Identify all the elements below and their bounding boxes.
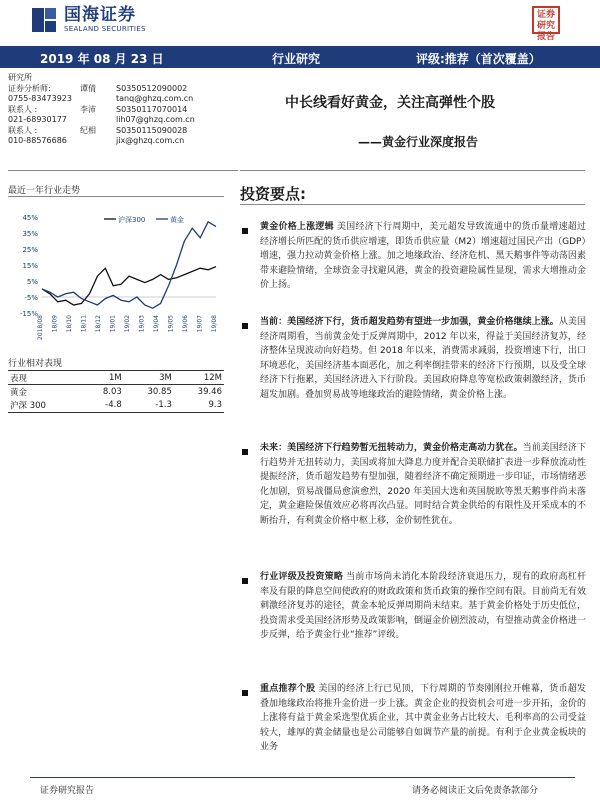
bullet-icon bbox=[242, 578, 248, 584]
analyst-field: 纪相 bbox=[80, 125, 96, 135]
info-bar bbox=[0, 46, 600, 68]
trend-chart bbox=[8, 205, 224, 340]
analyst-field: 0755-83473923 bbox=[8, 94, 72, 103]
table-cell: -1.3 bbox=[155, 400, 172, 411]
chart-section-label: 最近一年行业走势 bbox=[8, 186, 81, 196]
table-cell: 沪深 300 bbox=[10, 401, 46, 412]
logo-cn-text: 国海证券 bbox=[64, 5, 136, 25]
x-tick-label: 19/01 bbox=[109, 315, 117, 333]
analyst-field bbox=[80, 73, 116, 84]
analyst-field: 021-68930177 bbox=[8, 115, 67, 124]
logo-en-text: SEALAND SECURITIES bbox=[64, 25, 146, 33]
table-cell: 9.3 bbox=[208, 400, 222, 411]
x-tick-label: 18/09 bbox=[51, 315, 59, 333]
y-tick-label: 25% bbox=[22, 246, 38, 254]
table-row bbox=[8, 399, 224, 413]
analyst-field: 谭倩 bbox=[80, 83, 96, 93]
bullet-icon bbox=[242, 323, 248, 329]
divider bbox=[8, 196, 224, 197]
footer-disclaimer: 请务必阅读正文后免责条款部分 bbox=[412, 786, 539, 796]
y-tick-label: -5% bbox=[24, 294, 38, 302]
report-rating: 评级:推荐（首次覆盖） bbox=[416, 52, 541, 66]
paragraph: 当前：美国经济下行，货币超发趋势有望进一步加强，黄金价格继续上涨。从美国经济周期看，当前黄金处于反弹周期中，2012 年以来，得益于美国经济复苏，经济整体呈现波动向好趋势。但 2018 年以来，消费需求减弱，投资增速下行，出口环境恶化，美国经济基本面恶化，加之利率倒挂带来的经济下行预期，以及受全球经济下行拖累，美国经济进入下行阶段。美国政府降息等宽松政策刺激经济，货币超发加剧。叠加贸易战等地缘政治的避险情绪，黄金价格上涨。 bbox=[260, 317, 586, 400]
bullet-icon bbox=[242, 228, 248, 234]
table-cell: 39.46 bbox=[197, 386, 222, 397]
footer-left-text: 证券研究报告 bbox=[40, 786, 95, 796]
report-subtitle: ——黄金行业深度报告 bbox=[358, 135, 479, 149]
analyst-field: 研究所 bbox=[8, 73, 32, 82]
analyst-row bbox=[8, 136, 238, 147]
seal-stamp: 证券研究报告 bbox=[532, 6, 560, 34]
analyst-field: S0350115090028 bbox=[116, 125, 188, 135]
analyst-field[interactable]: jix@ghzq.com.cn bbox=[116, 136, 185, 145]
y-tick-label: 45% bbox=[22, 214, 38, 222]
analyst-row bbox=[8, 73, 238, 84]
analyst-field: 010-88576686 bbox=[8, 136, 67, 145]
y-tick-label: 35% bbox=[22, 230, 38, 238]
x-tick-label: 19/04 bbox=[153, 315, 160, 333]
table-header-cell: 12M bbox=[203, 372, 222, 383]
footer-divider bbox=[30, 777, 575, 778]
table-cell: 8.03 bbox=[102, 386, 122, 397]
paragraph: 未来：美国经济下行趋势暂无扭转动力，黄金价格走高动力犹在。当前美国经济下行趋势并无扭转动力，美国或将加大降息力度并配合美联储扩表进一步释放流动性提振经济，货币超发趋势有望加强，随着经济不确定预期进一步印证，市场情绪恶化加剧，贸易战僵局愈演愈烈，2020 年美国大选和英国脱欧等黑天鹅事件尚未落定，黄金避险保值效应必将再次凸显。同时结合黄金供给的有限性及开采成本的不断抬升，有利黄金价格中枢上移，金价韧性犹在。 bbox=[260, 443, 586, 526]
analyst-field bbox=[80, 94, 116, 105]
report-category: 行业研究 bbox=[272, 52, 321, 66]
divider bbox=[240, 204, 585, 205]
analyst-row bbox=[8, 115, 238, 126]
table-cell: 30.85 bbox=[147, 386, 172, 397]
legend-label: 沪深300 bbox=[118, 216, 146, 224]
x-tick-label: 19/07 bbox=[196, 315, 204, 333]
table-header-cell: 1M bbox=[109, 372, 122, 383]
analyst-field: S0350117070014 bbox=[116, 104, 188, 114]
report-title: 中长线看好黄金，关注高弹性个股 bbox=[285, 95, 495, 111]
divider bbox=[8, 170, 238, 171]
report-date: 2019 年 08 月 23 日 bbox=[40, 52, 164, 66]
y-tick-label: 15% bbox=[22, 262, 38, 270]
analyst-row bbox=[8, 105, 238, 116]
divider bbox=[240, 170, 585, 171]
series-line-0 bbox=[42, 267, 216, 305]
paragraph: 黄金价格上涨逻辑 美国经济下行周期中，美元超发导致流通中的货币量增速超过经济增长所匹配的货币供应增速，即货币供应量（M2）增速超过国民产出（GDP）增速，强力拉动黄金价格上涨。加之地缘政治、经济危机、黑天鹅事件等动荡因素带来避险情绪，全球资金寻找避风港，黄金的投资避险属性显现，需求大增推动金价上扬。 bbox=[260, 222, 586, 290]
analyst-field: S0350512090002 bbox=[116, 83, 188, 93]
analyst-field: 证券分析师: bbox=[8, 83, 51, 93]
paragraph: 重点推荐个股 美国的经济上行已见顶，下行周期的节奏刚刚拉开帷幕，货币超发叠加地缘政治将推升金价进一步上涨。黄金企业的投资机会可进一步开拓，金价的上涨将有益于黄金采选型优质企业，其中黄金业务占比较大、毛利率高的公司受益较大，雄厚的黄金储量也是公司能够自如调节产量的前提。有利于企业黄金板块的业务 bbox=[260, 684, 586, 752]
series-line-1 bbox=[42, 222, 216, 308]
analyst-field bbox=[80, 115, 116, 126]
table-cell: -4.8 bbox=[105, 400, 122, 411]
y-tick-label: 5% bbox=[26, 278, 38, 286]
analyst-field[interactable]: tanq@ghzq.com.cn bbox=[116, 94, 194, 103]
analyst-row bbox=[8, 94, 238, 105]
table-cell: 黄金 bbox=[10, 387, 28, 398]
bullet-icon bbox=[242, 449, 248, 455]
section-heading: 投资要点: bbox=[240, 185, 306, 203]
x-tick-label: 19/06 bbox=[182, 315, 189, 333]
x-tick-label: 18/11 bbox=[80, 315, 88, 333]
analyst-list bbox=[8, 73, 238, 147]
x-tick-label: 2018/08 bbox=[37, 315, 44, 340]
x-tick-label: 19/05 bbox=[167, 315, 175, 333]
x-tick-label: 18/12 bbox=[95, 315, 102, 333]
analyst-field: 联系人 : bbox=[8, 125, 38, 135]
performance-table bbox=[8, 370, 224, 413]
x-tick-label: 18/10 bbox=[66, 315, 73, 333]
analyst-field[interactable]: lih07@ghzq.com.cn bbox=[116, 115, 195, 124]
table-header-cell: 3M bbox=[159, 372, 172, 383]
analyst-field: 李沛 bbox=[80, 104, 96, 114]
paragraph: 行业评级及投资策略 当前市场尚未消化本阶段经济衰退压力，现有的政府高杠杆率及有限的降息空间使政府的财政政策和货币政策的操作空间有限。目前尚无有效刺激经济复苏的途径，黄金本轮反弹周期尚未结束。基于黄金价格处于历史低位，投资需求受美国经济形势及政策影响，倒逼金价剧烈波动，有望推动黄金价格进一步反弹，给予黄金行业“推荐”评级。 bbox=[260, 572, 586, 640]
x-tick-label: 19/02 bbox=[124, 315, 131, 333]
analyst-field: 联系人 : bbox=[8, 104, 38, 114]
x-tick-label: 19/08 bbox=[211, 315, 218, 333]
x-tick-label: 19/03 bbox=[138, 315, 146, 333]
table-row bbox=[8, 385, 224, 399]
table-header-cell: 表现 bbox=[10, 373, 28, 384]
y-tick-label: -15% bbox=[19, 310, 38, 318]
analyst-field bbox=[80, 136, 116, 147]
logo-mark-icon bbox=[30, 6, 58, 34]
analyst-row bbox=[8, 126, 238, 137]
company-logo bbox=[30, 6, 146, 34]
bullet-icon bbox=[242, 690, 248, 696]
analyst-row bbox=[8, 84, 238, 95]
perf-section-label: 行业相对表现 bbox=[8, 359, 63, 369]
legend-label: 黄金 bbox=[170, 216, 184, 224]
